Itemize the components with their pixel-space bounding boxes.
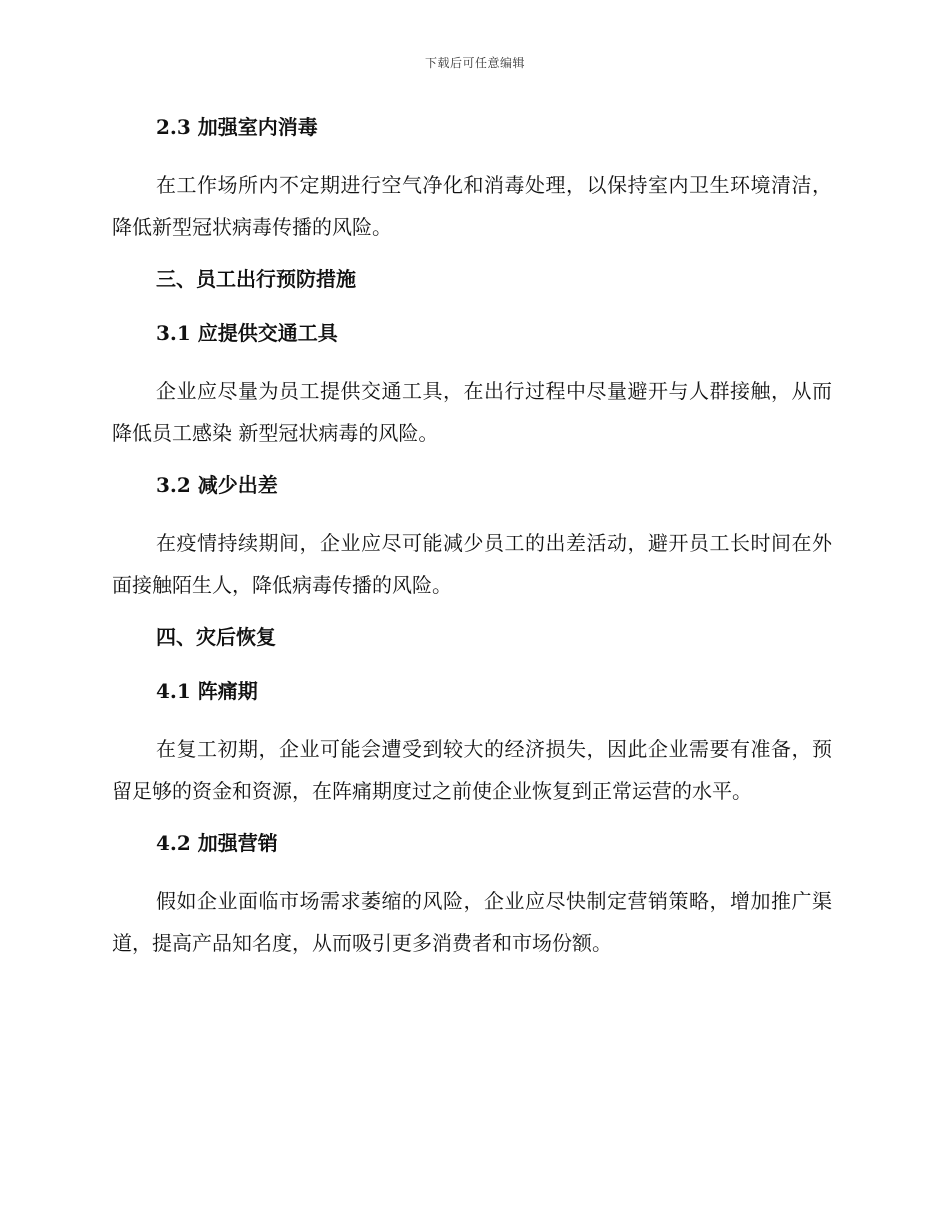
document-body xyxy=(112,110,832,964)
chapter-heading-4: 四、灾后恢复 xyxy=(156,625,276,649)
paragraph-transportation: 企业应尽量为员工提供交通工具，在出行过程中尽量避开与人群接触，从而降低员工感染 新型冠状病毒的风险。 xyxy=(112,379,832,445)
section-heading-4-2: 4.2 加强营销 xyxy=(156,831,278,855)
section-heading-2-3: 2.3 加强室内消毒 xyxy=(156,115,318,139)
paragraph-reduce-travel: 在疫情持续期间，企业应尽可能减少员工的出差活动，避开员工长时间在外面接触陌生人，降低病毒传播的风险。 xyxy=(112,531,832,597)
paragraph-indoor-disinfection: 在工作场所内不定期进行空气净化和消毒处理，以保持室内卫生环境清洁，降低新型冠状病毒传播的风险。 xyxy=(112,173,832,239)
section-heading-3-1: 3.1 应提供交通工具 xyxy=(156,321,338,345)
section-heading-4-1: 4.1 阵痛期 xyxy=(156,679,258,703)
paragraph-marketing: 假如企业面临市场需求萎缩的风险，企业应尽快制定营销策略，增加推广渠道，提高产品知名度，从而吸引更多消费者和市场份额。 xyxy=(112,889,832,955)
chapter-heading-3: 三、员工出行预防措施 xyxy=(156,267,356,291)
paragraph-painful-period: 在复工初期，企业可能会遭受到较大的经济损失，因此企业需要有准备，预留足够的资金和资源，在阵痛期度过之前使企业恢复到正常运营的水平。 xyxy=(112,737,832,803)
section-heading-3-2: 3.2 减少出差 xyxy=(156,473,278,497)
page-header: 下载后可任意编辑 xyxy=(424,56,525,70)
